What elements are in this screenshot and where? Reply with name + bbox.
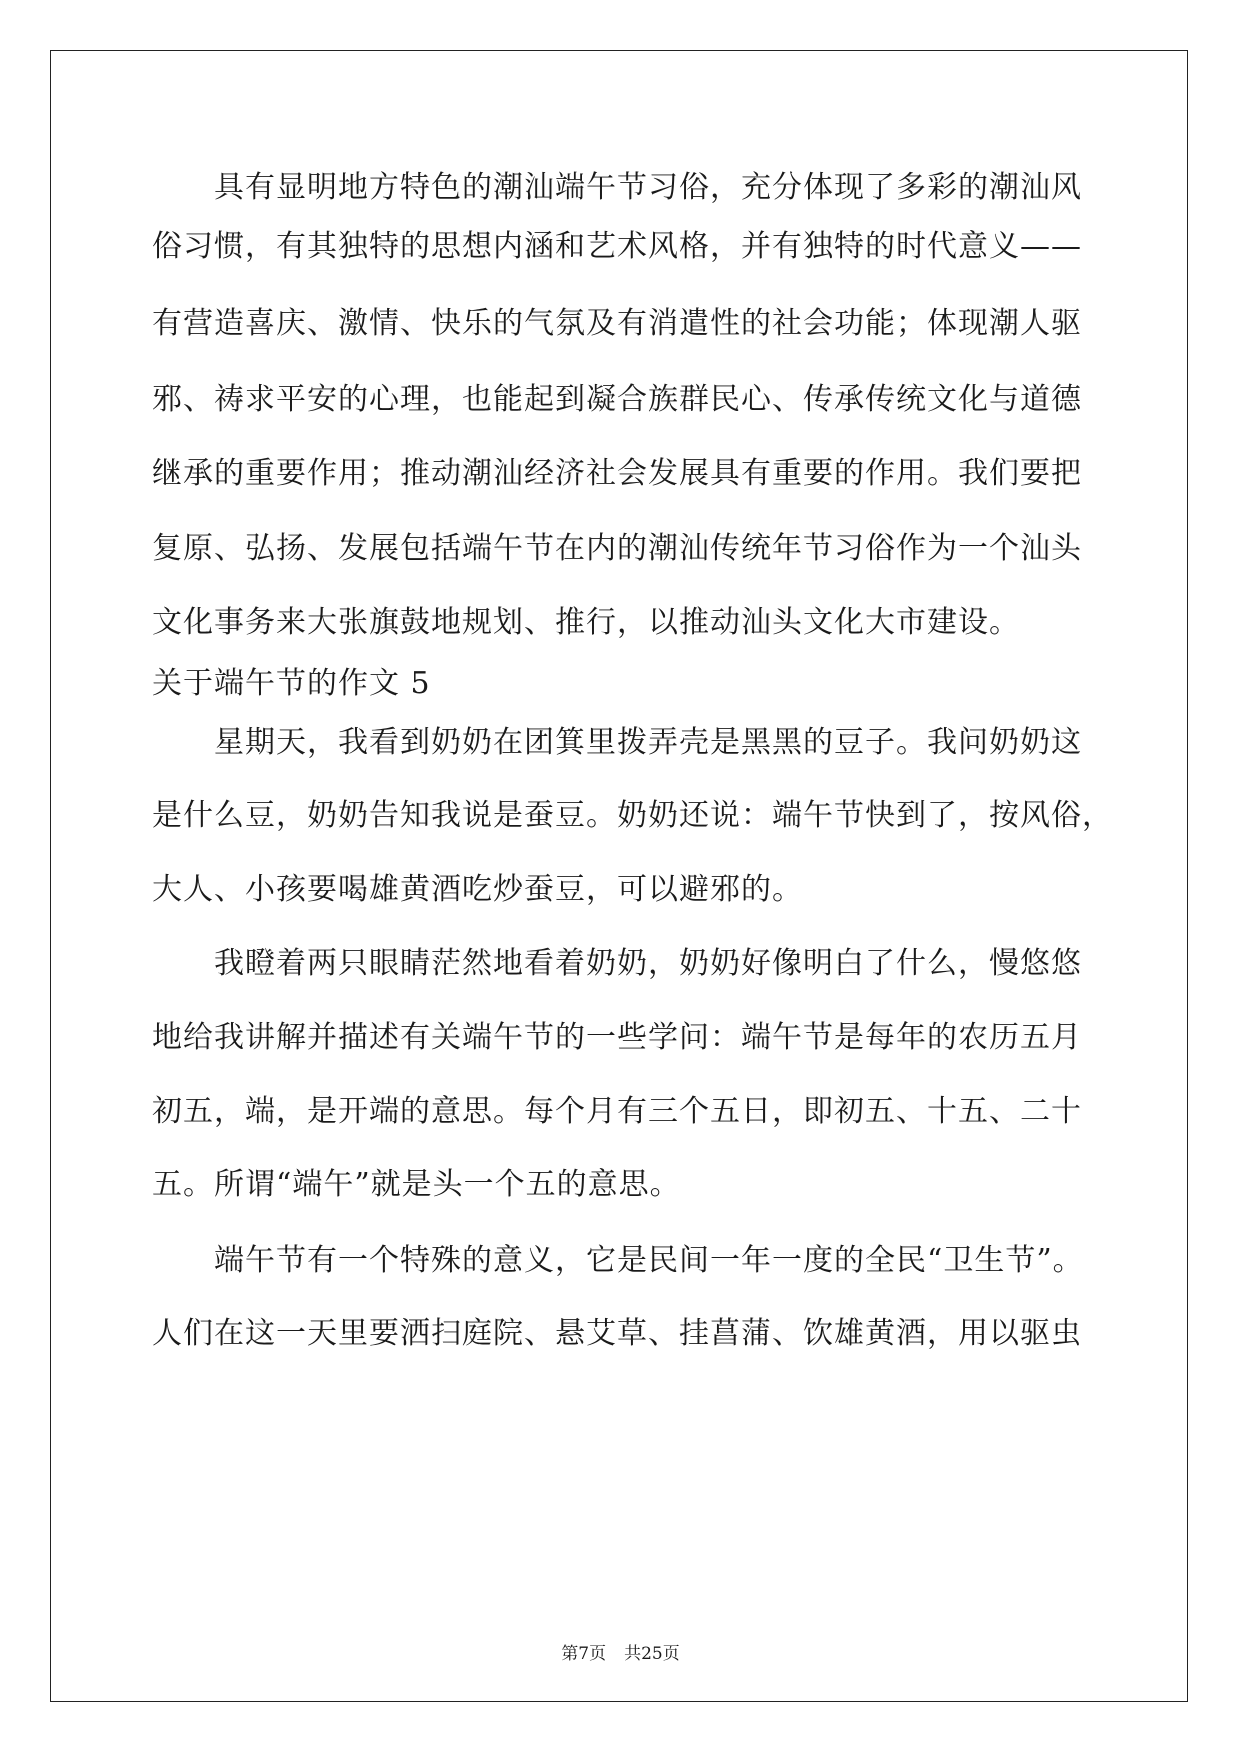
page-total: 共25页 xyxy=(624,1644,680,1664)
paragraph-line: 有营造喜庆、激情、快乐的气氛及有消遣性的社会功能；体现潮人驱 xyxy=(152,306,1082,341)
paragraph-line: 俗习惯，有其独特的思想内涵和艺术风格，并有独特的时代意义—— xyxy=(152,229,1082,264)
paragraph-line: 具有显明地方特色的潮汕端午节习俗，充分体现了多彩的潮汕风 xyxy=(214,170,1082,205)
paragraph-line: 初五，端，是开端的意思。每个月有三个五日，即初五、十五、二十 xyxy=(152,1094,1082,1129)
page-number: 第7页 xyxy=(561,1644,607,1664)
paragraph-line: 邪、祷求平安的心理，也能起到凝合族群民心、传承传统文化与道德 xyxy=(152,382,1082,417)
paragraph-line: 我瞪着两只眼睛茫然地看着奶奶，奶奶好像明白了什么，慢悠悠 xyxy=(214,946,1082,981)
paragraph-line: 端午节有一个特殊的意义，它是民间一年一度的全民“卫生节”。 xyxy=(214,1243,1084,1278)
paragraph-line: 人们在这一天里要洒扫庭院、悬艾草、挂菖蒲、饮雄黄酒，用以驱虫 xyxy=(152,1316,1082,1351)
paragraph-line: 文化事务来大张旗鼓地规划、推行，以推动汕头文化大市建设。 xyxy=(152,605,1020,640)
paragraph-line: 复原、弘扬、发展包括端午节在内的潮汕传统年节习俗作为一个汕头 xyxy=(152,531,1082,566)
paragraph-line: 是什么豆，奶奶告知我说是蚕豆。奶奶还说：端午节快到了，按风俗， xyxy=(152,798,1113,833)
page-footer xyxy=(0,1642,1241,1666)
paragraph-line: 继承的重要作用；推动潮汕经济社会发展具有重要的作用。我们要把 xyxy=(152,456,1082,491)
section-heading: 关于端午节的作文 5 xyxy=(152,666,431,701)
paragraph-line: 地给我讲解并描述有关端午节的一些学问：端午节是每年的农历五月 xyxy=(152,1020,1082,1055)
paragraph-line: 五。所谓“端午”就是头一个五的意思。 xyxy=(152,1167,681,1202)
paragraph-line: 大人、小孩要喝雄黄酒吃炒蚕豆，可以避邪的。 xyxy=(152,872,803,907)
paragraph-line: 星期天，我看到奶奶在团箕里拨弄壳是黑黑的豆子。我问奶奶这 xyxy=(214,725,1082,760)
